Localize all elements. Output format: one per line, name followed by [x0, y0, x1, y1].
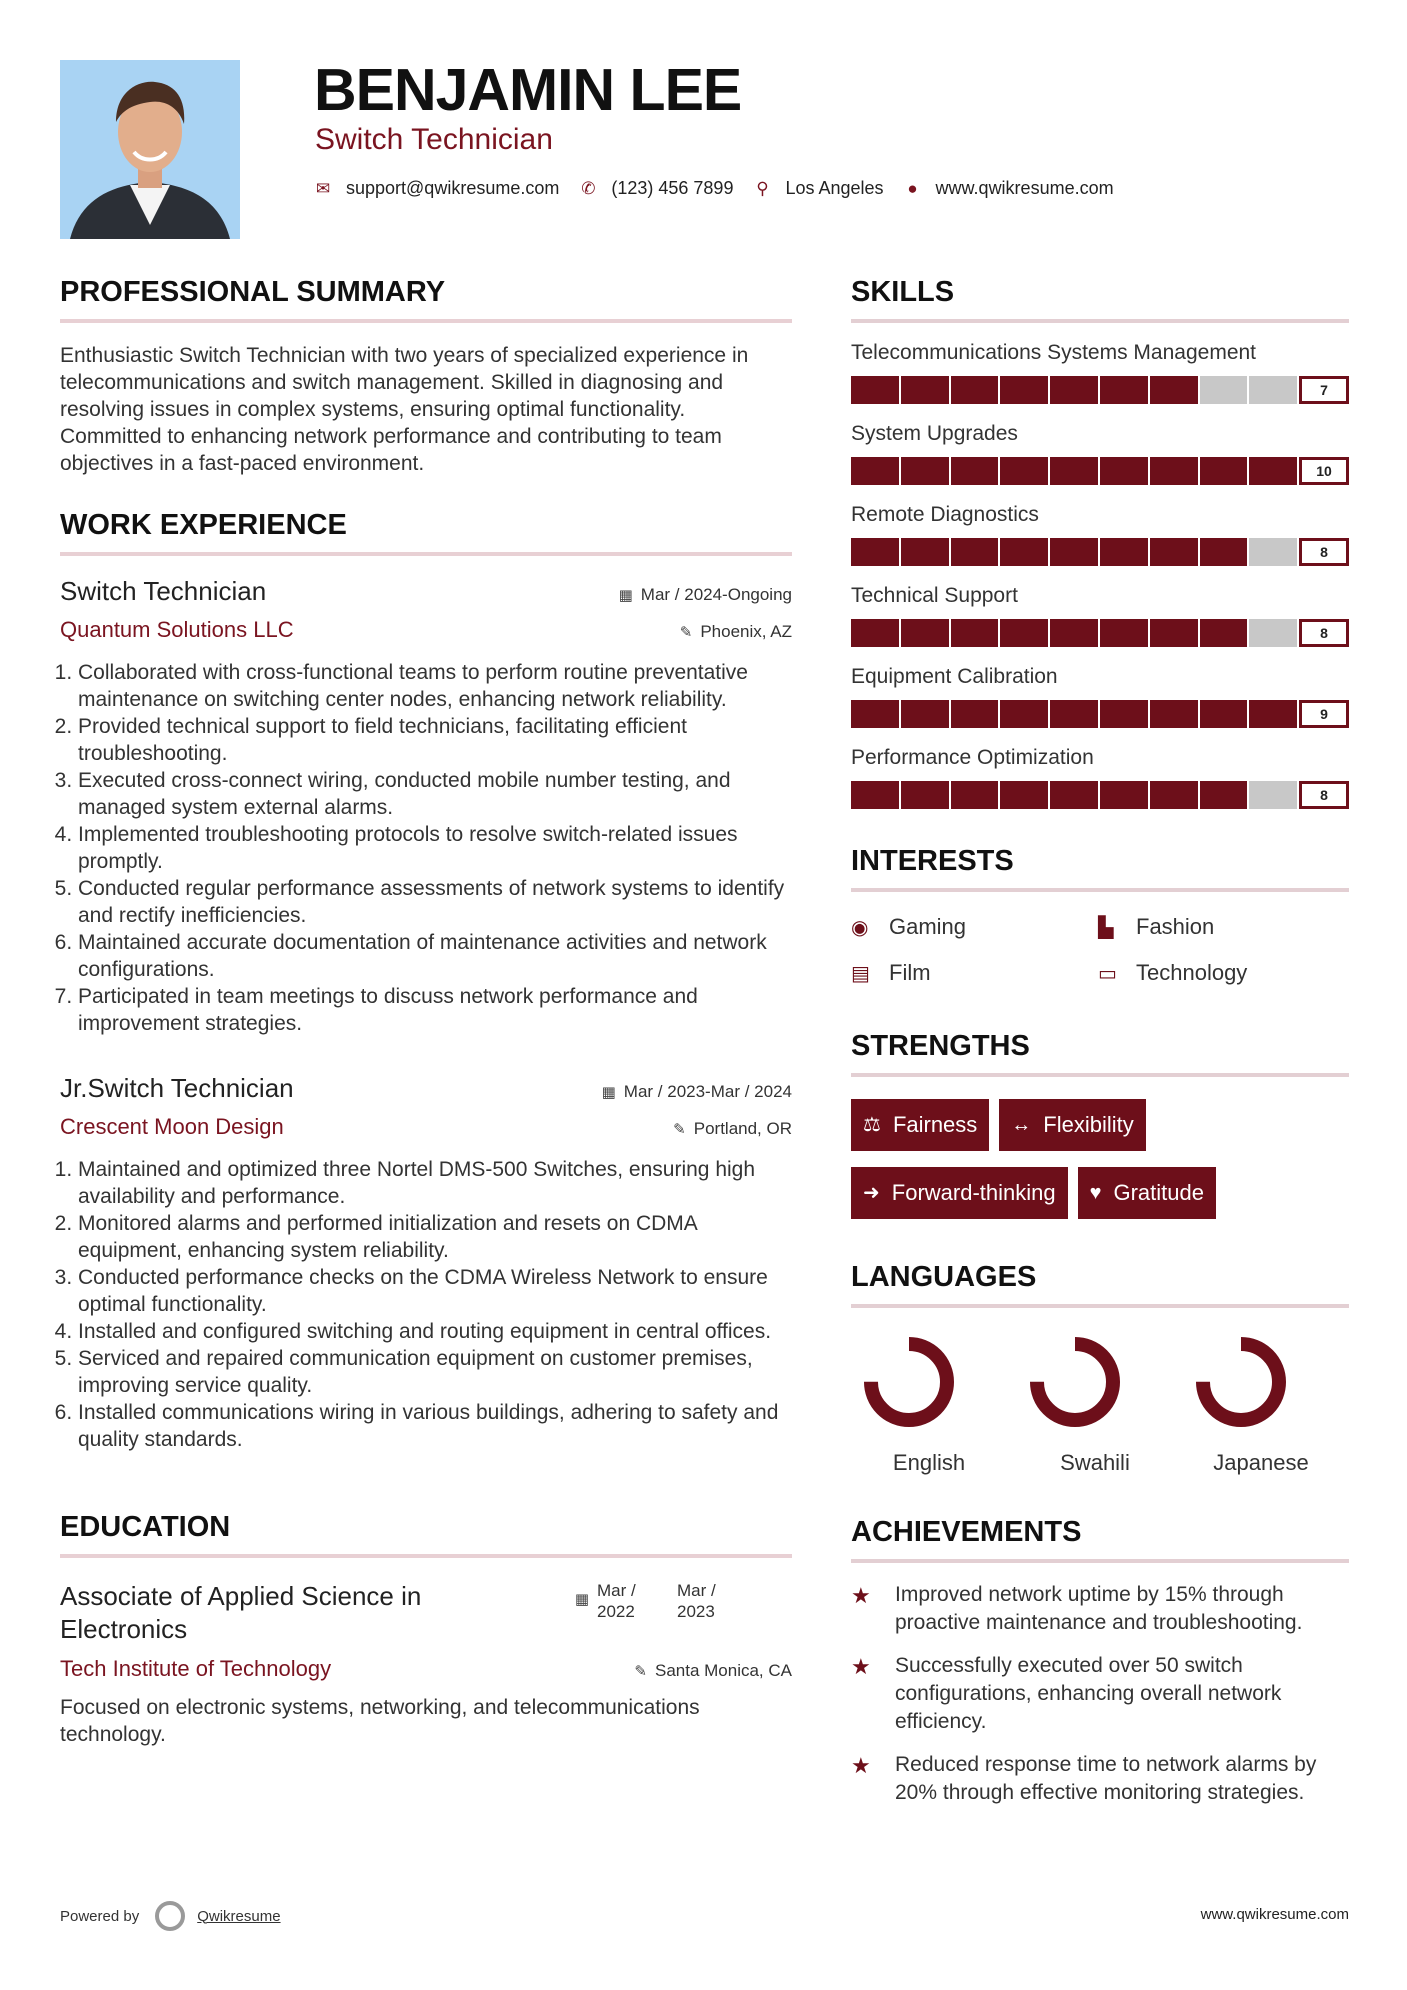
pin-icon: ✎	[679, 624, 693, 641]
right-column	[851, 276, 1349, 1822]
skill-item	[851, 746, 1349, 809]
skill-name: Remote Diagnostics	[851, 503, 1039, 526]
list-item: 1. Collaborated with cross-functional teams to perform routine preventative maintenance on switching center nodes, enhancing network reliability.	[78, 659, 792, 713]
language-level-ring	[1025, 1332, 1125, 1432]
skill-bar-segment	[951, 781, 999, 809]
strength-badge: ♥ Gratitude	[1078, 1167, 1216, 1219]
skill-bar-segment	[851, 457, 899, 485]
contact-bar	[314, 178, 1134, 199]
summary-text: Enthusiastic Switch Technician with two years of specialized experience in telecommunications and switch management. Skilled in diagnosing and resolving issues in complex systems, ensuring optimal functionality. Committed to enhancing network performance and contributing to team objectives in a fast-paced environment.	[60, 344, 749, 475]
education-dates	[575, 1580, 757, 1646]
arrow-right-icon: ➜	[863, 1182, 880, 1204]
list-item: 1. Maintained and optimized three Nortel DMS-500 Switches, ensuring high availability and performance.	[78, 1156, 792, 1210]
language-level-ring	[1191, 1332, 1291, 1432]
list-item: 3. Executed cross-connect wiring, conducted mobile number testing, and managed system external alarms.	[78, 767, 792, 821]
location-pin-icon: ⚲	[756, 178, 769, 198]
skill-level-value: 8	[1299, 781, 1349, 809]
education-start: Mar / 2022	[597, 1581, 636, 1621]
language-level-ring	[859, 1332, 959, 1432]
heart-icon: ♥	[1089, 1182, 1102, 1204]
contact-phone[interactable]: ✆ (123) 456 7899	[581, 178, 734, 198]
candidate-title: Switch Technician	[315, 123, 553, 156]
skill-name: Equipment Calibration	[851, 665, 1058, 688]
skill-bar-segment	[1100, 781, 1148, 809]
job-location: ✎ Portland, OR	[673, 1119, 792, 1138]
skill-bar-segment	[1000, 619, 1048, 647]
skill-bar-segment	[1050, 538, 1098, 566]
job-company: Crescent Moon Design	[60, 1114, 284, 1139]
skill-level-bar	[851, 457, 1349, 485]
skill-bar-segment	[901, 781, 949, 809]
education-entry	[60, 1580, 792, 1646]
job-entry	[60, 576, 792, 1037]
skill-bar-segment	[1150, 700, 1198, 728]
arrows-horizontal-icon: ↔	[1011, 1114, 1032, 1136]
skill-level-value: 9	[1299, 700, 1349, 728]
language-name: English	[892, 1450, 966, 1475]
language-item	[1017, 1332, 1183, 1476]
skill-bar-segment	[1249, 700, 1297, 728]
skill-level-bar	[851, 619, 1349, 647]
interests-heading: INTERESTS	[851, 845, 1349, 892]
skill-bar-segment	[1150, 457, 1198, 485]
skill-bar-segment	[1200, 781, 1248, 809]
interest-item: ▙ Fashion	[1098, 914, 1215, 939]
achievement-item: ★ Successfully executed over 50 switch configurations, enhancing overall network efficiency.	[851, 1652, 1349, 1736]
strength-badge: ⚖ Fairness	[851, 1099, 989, 1151]
languages-list	[851, 1332, 1349, 1476]
skill-bar-segment	[1200, 700, 1248, 728]
language-item	[851, 1332, 1017, 1476]
skill-bar-segment	[851, 781, 899, 809]
skill-bar-segment	[1000, 700, 1048, 728]
film-icon: ▤	[851, 962, 870, 985]
skill-bar-segment	[1150, 619, 1198, 647]
achievements-heading: ACHIEVEMENTS	[851, 1516, 1349, 1563]
skill-bar-segment	[1249, 376, 1297, 404]
skill-bar-segment	[1249, 538, 1297, 566]
skill-bar-segment	[1050, 457, 1098, 485]
interest-item: ▭ Technology	[1098, 960, 1248, 985]
education-location: ✎ Santa Monica, CA	[634, 1661, 792, 1680]
skill-item	[851, 503, 1349, 566]
list-item: 2. Monitored alarms and performed initialization and resets on CDMA equipment, enhancing system reliability.	[78, 1210, 792, 1264]
language-name: Japanese	[1213, 1450, 1309, 1475]
footer-website[interactable]: www.qwikresume.com	[1200, 1906, 1349, 1923]
list-item: 6. Installed communications wiring in various buildings, adhering to safety and quality standards.	[78, 1399, 792, 1453]
skill-bar-segment	[851, 619, 899, 647]
skill-bar-segment	[1100, 376, 1148, 404]
skill-bar-segment	[901, 700, 949, 728]
job-role: Jr.Switch Technician	[60, 1073, 294, 1103]
job-date: ▦ Mar / 2024-Ongoing	[618, 585, 792, 604]
skill-bar-segment	[1249, 457, 1297, 485]
skill-bar-segment	[1200, 457, 1248, 485]
skill-bar-segment	[1200, 376, 1248, 404]
language-item	[1183, 1332, 1349, 1476]
education-degree: Associate of Applied Science in Electronics	[60, 1581, 422, 1644]
skill-bar-segment	[1150, 781, 1198, 809]
job-date: ▦ Mar / 2023-Mar / 2024	[601, 1082, 792, 1101]
phone-icon: ✆	[581, 178, 596, 198]
skill-level-value: 8	[1299, 538, 1349, 566]
education-end: Mar / 2023	[677, 1581, 716, 1621]
skill-bar-segment	[951, 538, 999, 566]
list-item: 4. Implemented troubleshooting protocols to resolve switch-related issues promptly.	[78, 821, 792, 875]
skill-bar-segment	[1100, 700, 1148, 728]
calendar-icon: ▦	[601, 1084, 616, 1101]
education-heading: EDUCATION	[60, 1511, 792, 1558]
experience-heading: WORK EXPERIENCE	[60, 509, 792, 556]
list-item: 5. Serviced and repaired communication equipment on customer premises, improving service quality.	[78, 1345, 792, 1399]
skill-item	[851, 584, 1349, 647]
strength-badge: ➜ Forward-thinking	[851, 1167, 1068, 1219]
job-bullets	[60, 659, 792, 1037]
skill-level-bar	[851, 538, 1349, 566]
skill-bar-segment	[1000, 781, 1048, 809]
skill-item	[851, 341, 1349, 404]
education-school: Tech Institute of Technology	[60, 1656, 332, 1681]
skill-name: Telecommunications Systems Management	[851, 341, 1257, 364]
strengths-heading: STRENGTHS	[851, 1030, 1349, 1077]
skill-name: System Upgrades	[851, 422, 1018, 445]
job-company: Quantum Solutions LLC	[60, 617, 294, 642]
skill-bar-segment	[1100, 538, 1148, 566]
skill-item	[851, 665, 1349, 728]
job-location: ✎ Phoenix, AZ	[679, 622, 792, 641]
interest-item: ◉ Gaming	[851, 914, 967, 939]
skills-heading: SKILLS	[851, 276, 1349, 323]
strengths-list	[851, 1099, 1349, 1235]
skill-bar-segment	[1100, 457, 1148, 485]
star-icon: ★	[851, 1654, 871, 1679]
brand-link[interactable]: Qwikresume	[197, 1907, 281, 1925]
skill-level-bar	[851, 376, 1349, 404]
job-entry	[60, 1073, 792, 1453]
list-item: 3. Conducted performance checks on the CDMA Wireless Network to ensure optimal functionality.	[78, 1264, 792, 1318]
scale-icon: ⚖	[863, 1114, 881, 1136]
skill-bar-segment	[901, 457, 949, 485]
pin-icon: ✎	[673, 1121, 686, 1138]
skill-bar-segment	[901, 376, 949, 404]
job-bullets	[60, 1156, 792, 1453]
skill-name: Technical Support	[851, 584, 1018, 607]
achievement-item: ★ Reduced response time to network alarms by 20% through effective monitoring strategies.	[851, 1751, 1349, 1807]
skill-bar-segment	[1000, 457, 1048, 485]
skill-bar-segment	[901, 538, 949, 566]
languages-heading: LANGUAGES	[851, 1261, 1349, 1308]
interests-list	[851, 914, 1349, 986]
contact-email[interactable]: ✉ support@qwikresume.com	[315, 178, 560, 198]
skill-level-bar	[851, 781, 1349, 809]
skill-bar-segment	[951, 619, 999, 647]
skill-bar-segment	[851, 700, 899, 728]
job-role: Switch Technician	[60, 576, 267, 606]
skill-bar-segment	[851, 376, 899, 404]
education-description: Focused on electronic systems, networking, and telecommunications technology.	[60, 1696, 700, 1746]
list-item: 5. Conducted regular performance assessments of network systems to identify and rectify inefficiencies.	[78, 875, 792, 929]
skill-bar-segment	[1000, 538, 1048, 566]
list-item: 6. Maintained accurate documentation of maintenance activities and network configurations.	[78, 929, 792, 983]
interest-item: ▤ Film	[851, 960, 931, 985]
left-column	[60, 276, 792, 1748]
calendar-icon: ▦	[618, 587, 633, 604]
contact-location: ⚲ Los Angeles	[753, 178, 883, 199]
skill-bar-segment	[1249, 781, 1297, 809]
skill-bar-segment	[1100, 619, 1148, 647]
skill-bar-segment	[851, 538, 899, 566]
skill-bar-segment	[1050, 700, 1098, 728]
star-icon: ★	[851, 1583, 871, 1608]
skill-bar-segment	[1000, 376, 1048, 404]
skill-name: Performance Optimization	[851, 746, 1094, 769]
skill-bar-segment	[951, 700, 999, 728]
skill-bar-segment	[951, 457, 999, 485]
skill-bar-segment	[1150, 376, 1198, 404]
skill-bar-segment	[951, 376, 999, 404]
candidate-name: BENJAMIN LEE	[314, 57, 742, 123]
language-name: Swahili	[1060, 1450, 1130, 1475]
star-icon: ★	[851, 1753, 871, 1778]
skills-list	[851, 341, 1349, 809]
skill-bar-segment	[1200, 619, 1248, 647]
summary-heading: PROFESSIONAL SUMMARY	[60, 276, 792, 323]
skill-level-value: 8	[1299, 619, 1349, 647]
skill-bar-segment	[901, 619, 949, 647]
profile-photo	[60, 60, 240, 239]
globe-icon: ●	[907, 178, 918, 198]
skill-bar-segment	[1050, 376, 1098, 404]
skill-bar-segment	[1050, 619, 1098, 647]
qwikresume-logo-icon	[155, 1901, 185, 1931]
skill-bar-segment	[1150, 538, 1198, 566]
gamepad-icon: ◉	[851, 916, 869, 939]
powered-by: Powered by Qwikresume	[60, 1901, 281, 1931]
achievement-item: ★ Improved network uptime by 15% through proactive maintenance and troubleshooting.	[851, 1581, 1349, 1637]
pin-icon: ✎	[634, 1663, 647, 1680]
skill-bar-segment	[1249, 619, 1297, 647]
strength-badge: ↔ Flexibility	[999, 1099, 1145, 1151]
skill-level-bar	[851, 700, 1349, 728]
skill-level-value: 7	[1299, 376, 1349, 404]
contact-website[interactable]: ● www.qwikresume.com	[904, 178, 1114, 199]
skill-bar-segment	[1050, 781, 1098, 809]
achievements-list	[851, 1581, 1349, 1807]
mail-icon: ✉	[315, 178, 331, 198]
list-item: 7. Participated in team meetings to discuss network performance and improvement strategies.	[78, 983, 792, 1037]
shopping-bag-icon: ▙	[1098, 916, 1114, 939]
skill-bar-segment	[1200, 538, 1248, 566]
skill-level-value: 10	[1299, 457, 1349, 485]
calendar-icon: ▦	[574, 1591, 589, 1608]
laptop-icon: ▭	[1098, 962, 1117, 985]
list-item: 2. Provided technical support to field technicians, facilitating efficient troubleshooting.	[78, 713, 792, 767]
list-item: 4. Installed and configured switching and routing equipment in central offices.	[78, 1318, 792, 1345]
skill-item	[851, 422, 1349, 485]
